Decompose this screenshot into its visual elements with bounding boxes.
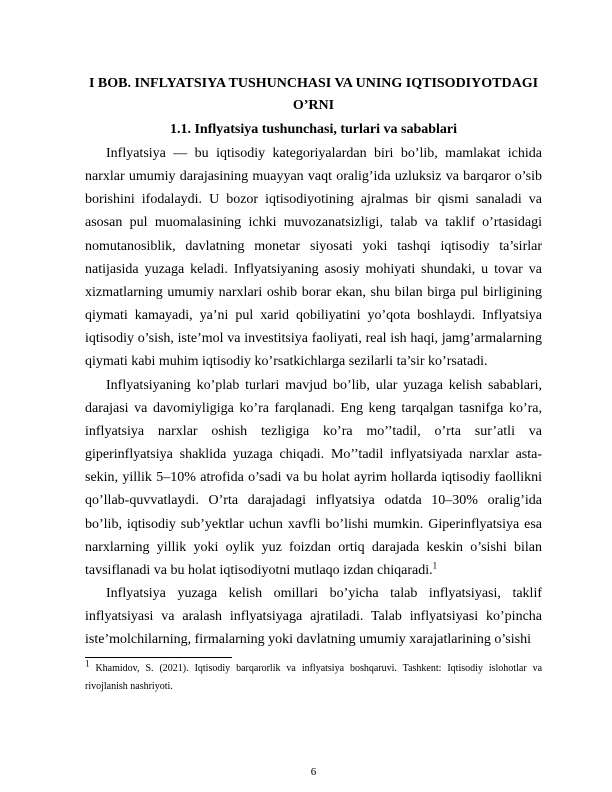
footnote — [85, 660, 542, 696]
footnote-divider — [85, 657, 232, 658]
footnote-number: 1 — [85, 658, 90, 669]
page-number: 6 — [310, 766, 317, 778]
footnote-text: Khamidov, S. (2021). Iqtisodiy barqarorlik va inflyatsiya boshqaruvi. Tashkent: Iqtisodiy islohotlar va rivojlanish nashriyoti. — [85, 663, 543, 692]
document-page — [85, 0, 542, 792]
paragraph-3: Inflyatsiya yuzaga kelish omillari bo’yicha talab inflyatsiyasi, taklif inflyatsiyasi va aralash inflyatsiyaga ajratiladi. Talab inflyatsiyasi ko’pincha iste’molchilarning, firmalarning yoki davlatning umumiy xarajatlarining o’sishi — [85, 585, 542, 648]
paragraph-2-text: Inflyatsiyaning ko’plab turlari mavjud bo’lib, ular yuzaga kelish sabablari, darajasi va davomiyligiga ko’ra farqlanadi. Eng keng tarqalgan tasnifga ko’ra, inflyatsiya narxlar oshish tezligiga ko’ra mo’’tadil, o’rta sur’atli va giperinflyatsiya shaklida yuzaga chiqadi. Mo’’tadil inflyatsiyada narxlar asta-sekin, yillik 5–10% atrofida o’sadi va bu holat ayrim hollarda iqtisodiy faollikni qo’llab-quvvatlaydi. O’rta darajadagi inflyatsiya odatda 10–30% oralig’ida bo’lib, iqtisodiy sub’yektlar uchun xavfli bo’lishi mumkin. Giperinflyatsiya esa narxlarning yillik yoki oylik yuz foizdan ortiq darajada keskin o’sishi bilan tavsiflanadi va bu holat iqtisodiyotni mutlaqo izdan chiqaradi. — [85, 377, 542, 578]
chapter-title: I BOB. INFLYATSIYA TUSHUNCHASI VA UNING IQTISODIYOTDAGI O’RNI — [88, 76, 539, 113]
paragraph-1: Inflyatsiya — bu iqtisodiy kategoriyalardan biri bo’lib, mamlakat ichida narxlar umumiy darajasining muayyan vaqt oralig’ida uzluksiz va barqaror o’sib borishini ifodalaydi. U bozor iqtisodiyotining ajralmas bir qismi sanaladi va asosan pul muomalasining ichki muvozanatsizligi, talab va taklif o’rtasidagi nomutanosiblik, davlatning monetar siyosati yoki tashqi iqtisodiy ta’sirlar natijasida yuzaga keladi. Inflyatsiyaning asosiy mohiyati shundaki, u tovar va xizmatlarning umumiy narxlari oshib borar ekan, shu bilan birga pul birligining qiymati kamayadi, ya’ni pul xarid qobiliyatini yo’qota boshlaydi. Inflyatsiya iqtisodiy o’sish, iste’mol va investitsiya faoliyati, real ish haqi, jamg’armalarning qiymati kabi muhim iqtisodiy ko’rsatkichlarga sezilarli ta’sir ko’rsatadi. — [85, 146, 542, 370]
section-title: 1.1. Inflyatsiya tushunchasi, turlari va sabablari — [169, 122, 458, 137]
paragraph-2 — [85, 374, 542, 582]
body-text — [85, 142, 542, 651]
footnote-reference[interactable]: 1 — [432, 560, 438, 571]
